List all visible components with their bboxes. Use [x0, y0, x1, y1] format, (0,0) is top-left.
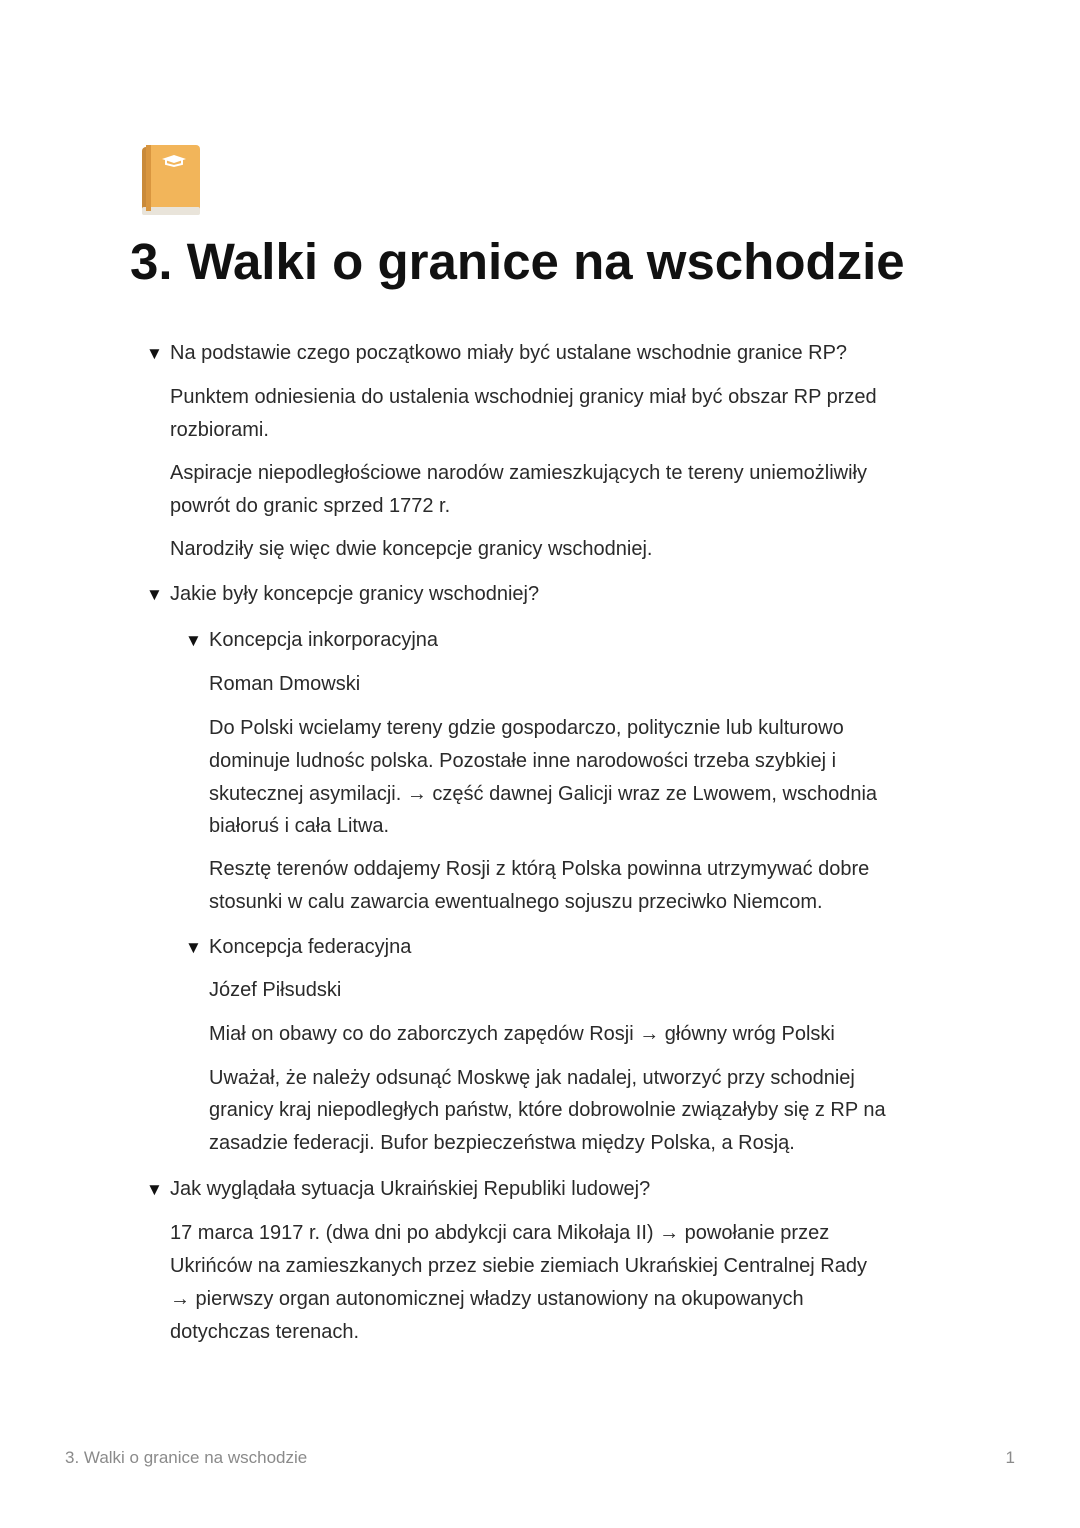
- paragraph-line: Ukrińców na zamieszkanych przez siebie ziemiach Ukrańskiej Centralnej Rady: [170, 1255, 867, 1277]
- paragraph-line: zasadzie federacji. Bufor bezpieczeństwa między Polska, a Rosją.: [209, 1132, 795, 1154]
- toggle-triangle-icon[interactable]: ▼: [146, 585, 163, 604]
- paragraph-line: dotychczas terenach.: [170, 1321, 359, 1343]
- paragraph-line: Aspiracje niepodległościowe narodów zamieszkujących te tereny uniemożliwiły: [170, 462, 868, 484]
- paragraph-line: Do Polski wcielamy tereny gdzie gospodarczo, politycznie lub kulturowo: [209, 717, 844, 739]
- subtoggle-heading[interactable]: Koncepcja federacyjna: [209, 936, 412, 958]
- paragraph-line: Miał on obawy co do zaborczych zapędów Rosji → główny wróg Polski: [209, 1023, 835, 1045]
- book-icon: [140, 143, 204, 217]
- toggle-heading[interactable]: Jakie były koncepcje granicy wschodniej?: [170, 583, 540, 605]
- page-number: 1: [1005, 1448, 1015, 1467]
- paragraph-line: Resztę terenów oddajemy Rosji z którą Polska powinna utrzymywać dobre: [209, 858, 870, 880]
- paragraph-line: 17 marca 1917 r. (dwa dni po abdykcji cara Mikołaja II) → powołanie przez: [170, 1222, 830, 1244]
- paragraph-line: Józef Piłsudski: [209, 979, 342, 1001]
- page-title: 3. Walki o granice na wschodzie: [130, 233, 905, 290]
- toggle-heading[interactable]: Na podstawie czego początkowo miały być ustalane wschodnie granice RP?: [170, 342, 848, 364]
- paragraph-line: Roman Dmowski: [209, 673, 361, 695]
- subtoggle-heading[interactable]: Koncepcja inkorporacyjna: [209, 629, 439, 651]
- footer-title: 3. Walki o granice na wschodzie: [65, 1448, 308, 1467]
- paragraph-line: skutecznej asymilacji. → część dawnej Galicji wraz ze Lwowem, wschodnia: [209, 783, 878, 805]
- paragraph-line: → pierwszy organ autonomicznej władzy ustanowiony na okupowanych: [170, 1288, 804, 1310]
- toggle-triangle-icon[interactable]: ▼: [146, 344, 163, 363]
- toggle-triangle-icon[interactable]: ▼: [185, 631, 202, 650]
- toggle-heading[interactable]: Jak wyglądała sytuacja Ukraińskiej Republiki ludowej?: [170, 1178, 651, 1200]
- paragraph-line: dominuje ludnośc polska. Pozostałe inne narodowości trzeba szybkiej i: [209, 750, 837, 772]
- toggle-triangle-icon[interactable]: ▼: [146, 1180, 163, 1199]
- paragraph-line: Narodziły się więc dwie koncepcje granicy wschodniej.: [170, 538, 653, 560]
- toggle-triangle-icon[interactable]: ▼: [185, 938, 202, 957]
- paragraph-line: Punktem odniesienia do ustalenia wschodniej granicy miał być obszar RP przed: [170, 386, 877, 408]
- paragraph-line: rozbiorami.: [170, 419, 269, 441]
- paragraph-line: stosunki w calu zawarcia ewentualnego sojuszu przeciwko Niemcom.: [209, 891, 823, 913]
- paragraph-line: białoruś i cała Litwa.: [209, 815, 390, 837]
- paragraph-line: granicy kraj niepodległych państw, które dobrowolnie związałyby się z RP na: [209, 1099, 886, 1121]
- paragraph-line: Uważał, że należy odsunąć Moskwę jak nadalej, utworzyć przy schodniej: [209, 1067, 855, 1089]
- paragraph-line: powrót do granic sprzed 1772 r.: [170, 495, 451, 517]
